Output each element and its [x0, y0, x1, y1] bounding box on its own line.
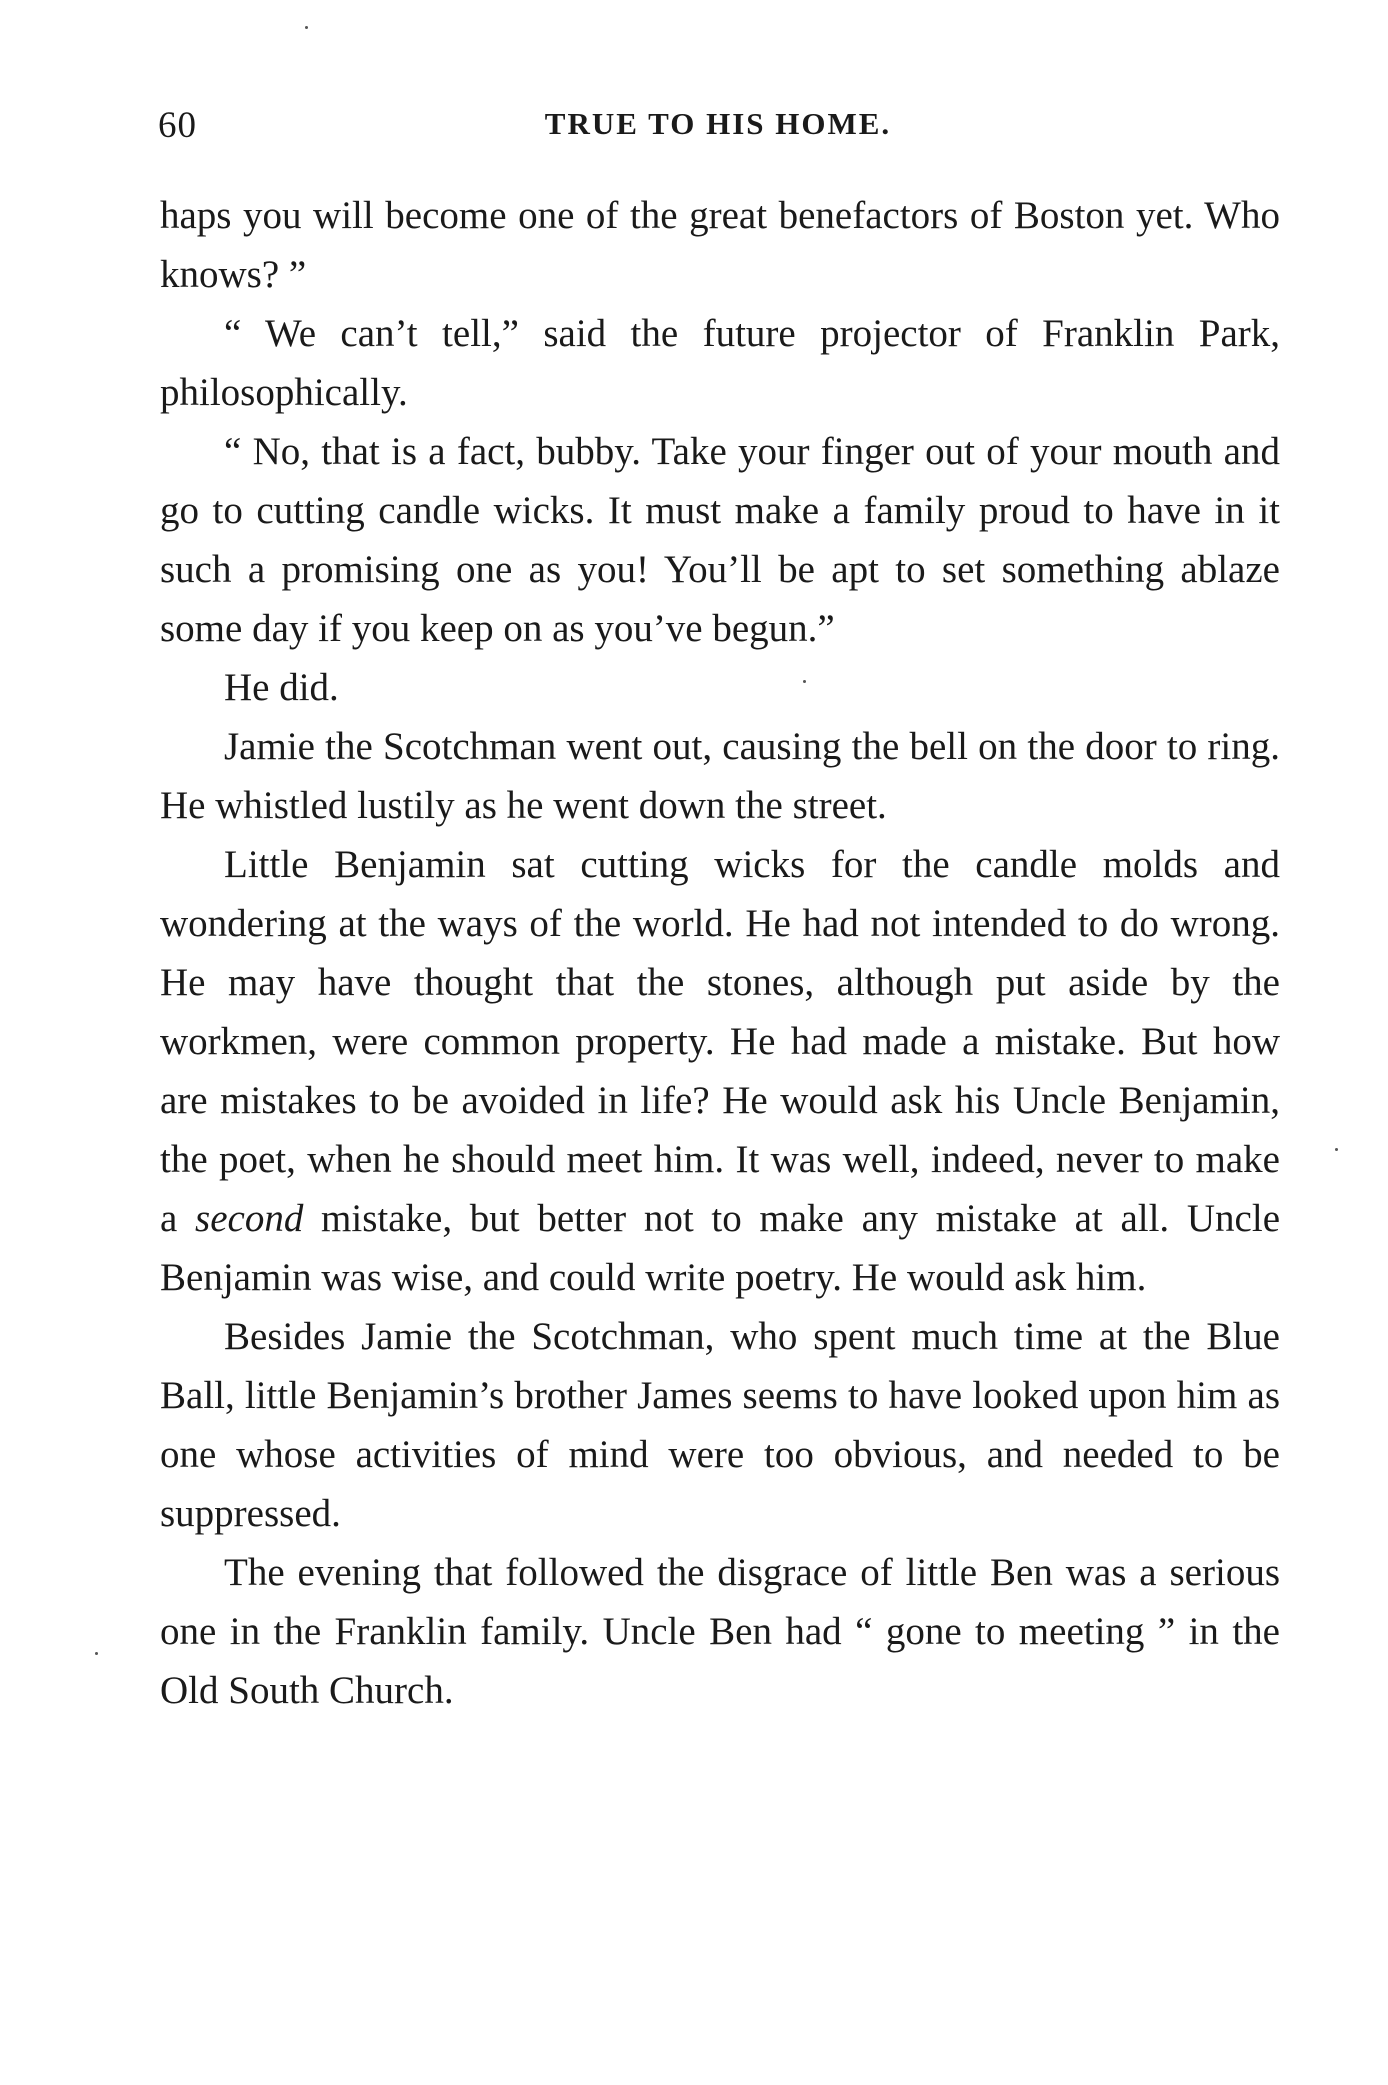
paragraph: “ We can’t tell,” said the future projector of Franklin Park, philosophically. — [160, 312, 1280, 414]
paragraph — [160, 835, 1280, 1307]
paragraph: “ No, that is a fact, bubby. Take your finger out of your mouth and go to cutting candle wicks. It must make a family proud to have in it such a promising one as you! You’ll be apt to set something ablaze some day if you keep on as you’ve begun.” — [160, 430, 1280, 650]
print-speck — [95, 1652, 98, 1655]
print-speck — [305, 26, 308, 29]
paragraph: haps you will become one of the great benefactors of Boston yet. Who knows? ” — [160, 194, 1280, 296]
paragraph-text: Little Benjamin sat cutting wicks for the candle molds and wondering at the ways of the world. He had not intended to do wrong. He may have thought that the stones, although put aside by the workmen, were common property. He had made a mistake. But how are mistakes to be avoided in life? He would ask his Uncle Benjamin, the poet, when he should meet him. It was well, indeed, never to make a — [160, 843, 1280, 1240]
paragraph: Jamie the Scotchman went out, causing the bell on the door to ring. He whistled lustily as he went down the street. — [160, 725, 1280, 827]
running-title: TRUE TO HIS HOME. — [544, 106, 892, 141]
paragraph-text: mistake, but better not to make any mistake at all. Uncle Benjamin was wise, and could write poetry. He would ask him. — [160, 1197, 1281, 1299]
print-speck — [803, 680, 806, 683]
paragraph: Besides Jamie the Scotchman, who spent much time at the Blue Ball, little Benjamin’s brother James seems to have looked upon him as one whose activities of mind were too obvious, and needed to be suppressed. — [160, 1315, 1280, 1535]
paragraph: The evening that followed the disgrace of little Ben was a serious one in the Franklin family. Uncle Ben had “ gone to meeting ” in the Old South Church. — [160, 1551, 1280, 1712]
emphasized-word: second — [195, 1197, 304, 1240]
page-number: 60 — [158, 105, 197, 146]
body-text — [160, 186, 1280, 1720]
print-speck — [1335, 1148, 1338, 1151]
page-header — [158, 104, 1278, 154]
paragraph: He did. — [224, 666, 339, 709]
